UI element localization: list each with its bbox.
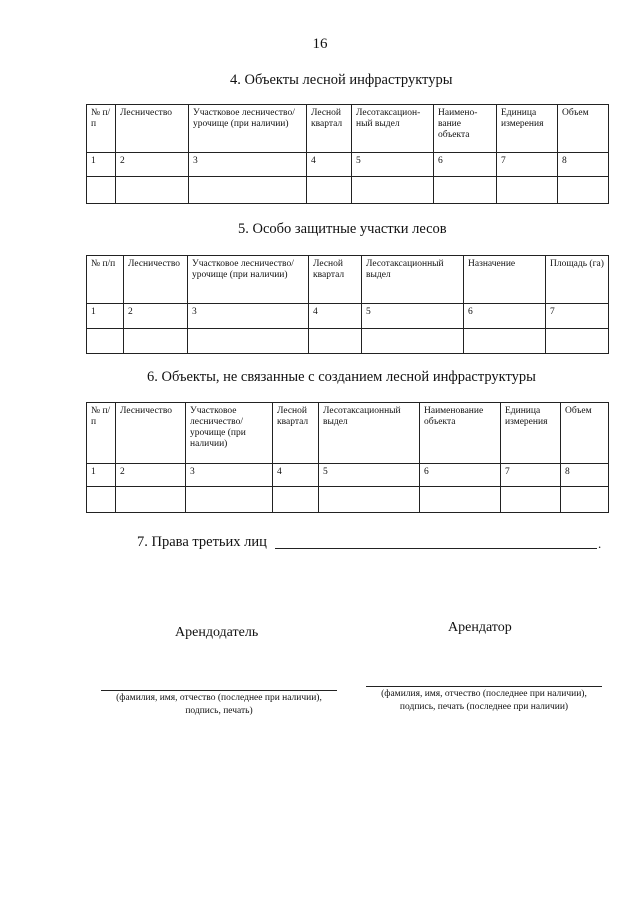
header-cell: Объем (558, 105, 609, 153)
end-mark: . (598, 536, 602, 551)
empty-cell[interactable] (273, 487, 319, 513)
section-4-title: 4. Объекты лесной инфраструктуры (230, 72, 453, 88)
number-cell: 1 (87, 464, 116, 487)
empty-cell[interactable] (558, 177, 609, 204)
empty-cell[interactable] (464, 329, 546, 354)
header-cell: Лесотаксационный выдел (362, 256, 464, 304)
empty-cell[interactable] (561, 487, 609, 513)
section-5-table (86, 255, 609, 354)
empty-cell[interactable] (362, 329, 464, 354)
table-number-row (87, 304, 609, 329)
header-cell: Участковое лесничество/урочище (при наличии) (188, 256, 309, 304)
page-number: 16 (312, 36, 328, 52)
empty-cell[interactable] (420, 487, 501, 513)
empty-cell[interactable] (546, 329, 609, 354)
tenant-caption (362, 688, 606, 713)
tenant-role: Арендатор (448, 620, 512, 635)
header-cell: Лесничество (116, 105, 189, 153)
empty-cell[interactable] (434, 177, 497, 204)
number-cell: 3 (186, 464, 273, 487)
table-number-row (87, 153, 609, 177)
header-cell: Лесничество (124, 256, 188, 304)
number-cell: 2 (124, 304, 188, 329)
landlord-caption (99, 692, 339, 717)
header-cell: Лесничество (116, 403, 186, 464)
header-cell: Лесной квартал (273, 403, 319, 464)
number-cell: 2 (116, 153, 189, 177)
empty-cell[interactable] (309, 329, 362, 354)
empty-cell[interactable] (116, 177, 189, 204)
number-cell: 3 (189, 153, 307, 177)
section-6-title: 6. Объекты, не связанные с созданием лесной инфраструктуры (147, 369, 536, 385)
table-header-row (87, 256, 609, 304)
empty-cell[interactable] (497, 177, 558, 204)
header-cell: Лесной квартал (307, 105, 352, 153)
header-cell: Наимено-вание объекта (434, 105, 497, 153)
empty-cell[interactable] (501, 487, 561, 513)
section-4-table (86, 104, 609, 204)
header-cell: Лесотаксацион-ный выдел (352, 105, 434, 153)
table-header-row (87, 105, 609, 153)
number-cell: 1 (87, 153, 116, 177)
landlord-caption-line2: подпись, печать) (185, 705, 253, 716)
empty-cell[interactable] (307, 177, 352, 204)
header-cell: № п/п (87, 403, 116, 464)
header-cell: Единица измерения (501, 403, 561, 464)
number-cell: 5 (362, 304, 464, 329)
header-cell: Объем (561, 403, 609, 464)
empty-cell[interactable] (319, 487, 420, 513)
number-cell: 6 (464, 304, 546, 329)
number-cell: 5 (352, 153, 434, 177)
number-cell: 2 (116, 464, 186, 487)
tenant-caption-line2: подпись, печать (последнее при наличии) (399, 701, 569, 712)
empty-cell[interactable] (189, 177, 307, 204)
header-cell: Участковое лесничество/ урочище (при наличии) (186, 403, 273, 464)
landlord-signature-line[interactable] (101, 690, 337, 691)
number-cell: 6 (434, 153, 497, 177)
tenant-caption-line1: (фамилия, имя, отчество (последнее при наличии), (381, 689, 587, 699)
header-cell: Лесной квартал (309, 256, 362, 304)
table-empty-row (87, 487, 609, 513)
number-cell: 5 (319, 464, 420, 487)
header-cell: № п/п (87, 256, 124, 304)
header-cell: Единица измерения (497, 105, 558, 153)
number-cell: 4 (309, 304, 362, 329)
third-party-rights-line[interactable] (275, 548, 597, 549)
empty-cell[interactable] (124, 329, 188, 354)
header-cell: Наименование объекта (420, 403, 501, 464)
number-cell: 1 (87, 304, 124, 329)
section-5-title: 5. Особо защитные участки лесов (238, 221, 447, 237)
empty-cell[interactable] (116, 487, 186, 513)
section-6-table (86, 402, 609, 513)
number-cell: 7 (501, 464, 561, 487)
section-7-title: 7. Права третьих лиц (137, 534, 267, 550)
landlord-caption-line1: (фамилия, имя, отчество (последнее при наличии), (116, 693, 322, 703)
empty-cell[interactable] (186, 487, 273, 513)
number-cell: 8 (561, 464, 609, 487)
number-cell: 3 (188, 304, 309, 329)
landlord-role: Арендодатель (175, 625, 259, 640)
tenant-signature-line[interactable] (366, 686, 602, 687)
number-cell: 7 (497, 153, 558, 177)
empty-cell[interactable] (87, 177, 116, 204)
table-empty-row (87, 329, 609, 354)
header-cell: Лесотаксационный выдел (319, 403, 420, 464)
number-cell: 6 (420, 464, 501, 487)
table-number-row (87, 464, 609, 487)
header-cell: Назначение (464, 256, 546, 304)
table-empty-row (87, 177, 609, 204)
empty-cell[interactable] (87, 487, 116, 513)
header-cell: Участковое лесничество/урочище (при наличии) (189, 105, 307, 153)
header-cell: Площадь (га) (546, 256, 609, 304)
empty-cell[interactable] (87, 329, 124, 354)
empty-cell[interactable] (188, 329, 309, 354)
number-cell: 7 (546, 304, 609, 329)
number-cell: 4 (307, 153, 352, 177)
number-cell: 8 (558, 153, 609, 177)
header-cell: № п/п (87, 105, 116, 153)
table-header-row (87, 403, 609, 464)
empty-cell[interactable] (352, 177, 434, 204)
number-cell: 4 (273, 464, 319, 487)
